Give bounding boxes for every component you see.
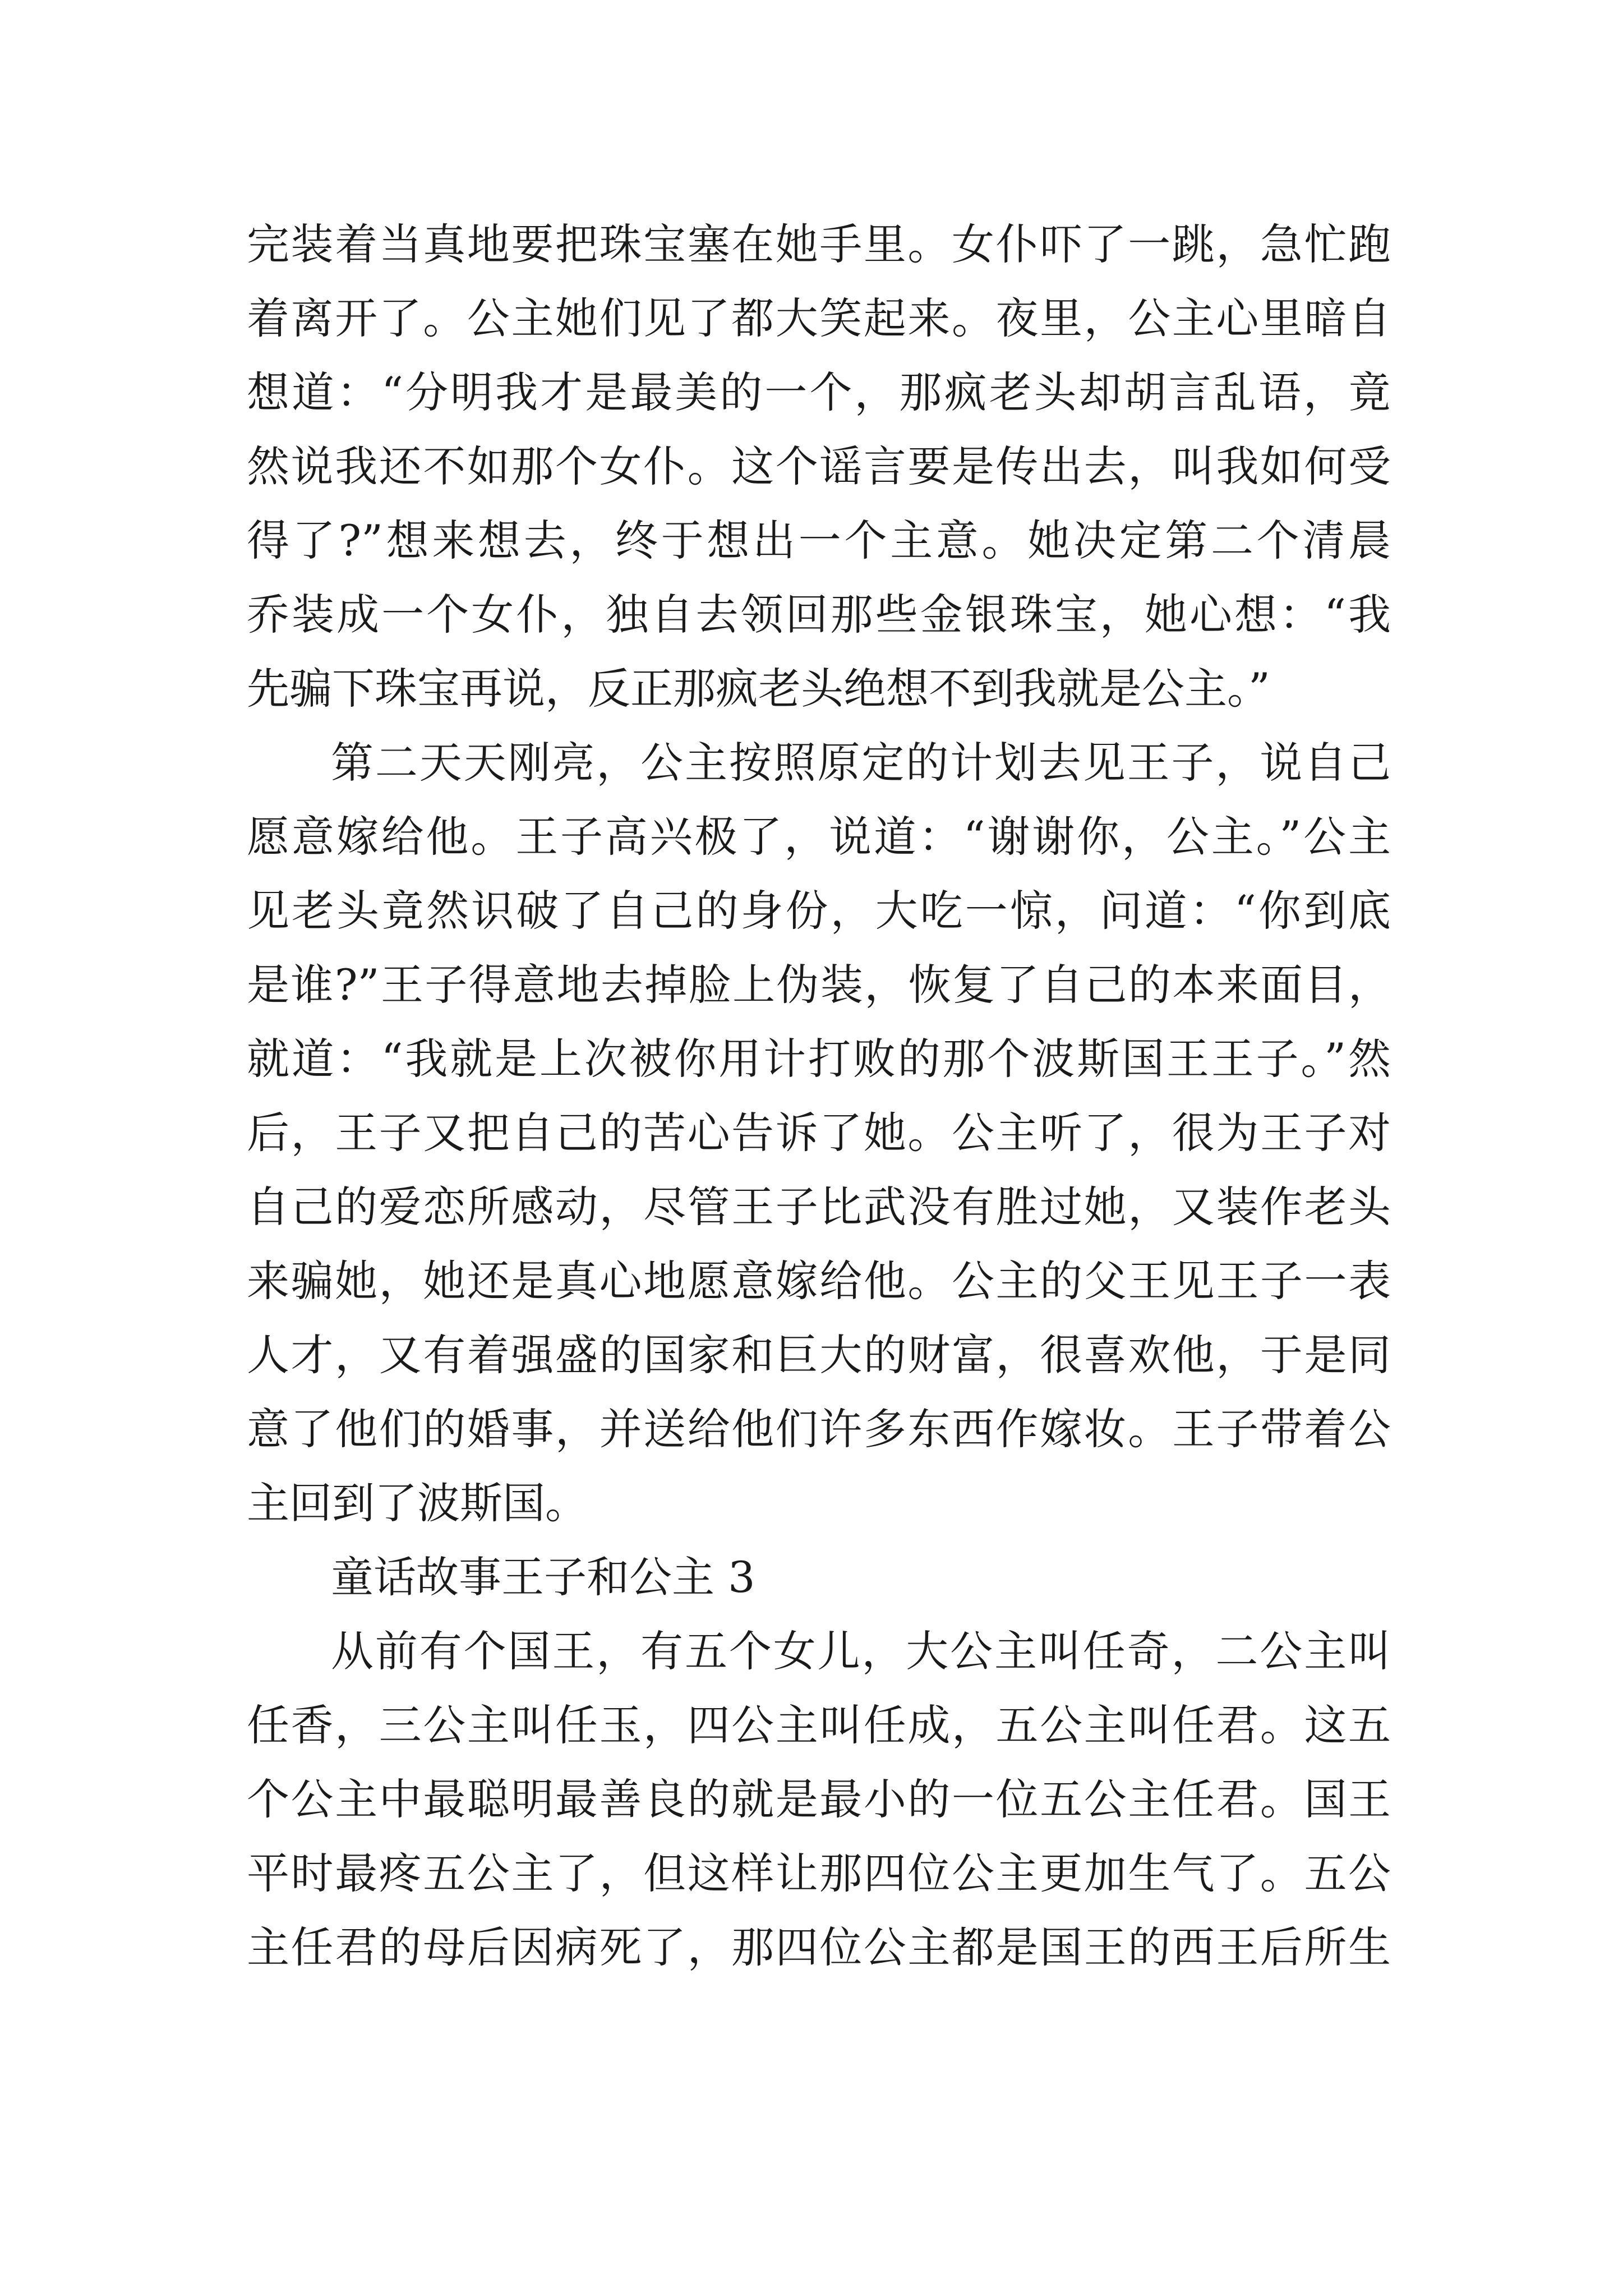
paragraph-2-line: 意了他们的婚事，并送给他们许多东西作嫁妆。王子带着公 bbox=[247, 1404, 1391, 1454]
document-body bbox=[247, 208, 1391, 1985]
paragraph-2-line: 后，王子又把自己的苦心告诉了她。公主听了，很为王子对 bbox=[247, 1108, 1391, 1158]
paragraph-1-line: 先骗下珠宝再说，反正那疯老头绝想不到我就是公主。” bbox=[247, 664, 1270, 714]
paragraph-2-line: 主回到了波斯国。 bbox=[247, 1478, 588, 1528]
paragraph-2-line: 愿意嫁给他。王子高兴极了，说道：“谢谢你，公主。”公主 bbox=[247, 812, 1391, 862]
paragraph-1 bbox=[247, 208, 1391, 726]
paragraph-2-line: 来骗她，她还是真心地愿意嫁给他。公主的父王见王子一表 bbox=[247, 1256, 1391, 1306]
paragraph-3-line: 从前有个国王，有五个女儿，大公主叫任奇，二公主叫 bbox=[331, 1626, 1391, 1676]
paragraph-2-line: 见老头竟然识破了自己的身份，大吃一惊，问道：“你到底 bbox=[247, 886, 1391, 936]
paragraph-2-line: 人才，又有着强盛的国家和巨大的财富，很喜欢他，于是同 bbox=[247, 1330, 1391, 1380]
section-heading: 童话故事王子和公主 3 bbox=[331, 1552, 755, 1602]
paragraph-2-line: 就道：“我就是上次被你用计打败的那个波斯国王王子。”然 bbox=[247, 1034, 1391, 1084]
paragraph-3-line: 平时最疼五公主了，但这样让那四位公主更加生气了。五公 bbox=[247, 1848, 1391, 1898]
paragraph-1-line: 然说我还不如那个女仆。这个谣言要是传出去，叫我如何受 bbox=[247, 441, 1391, 491]
paragraph-1-line: 着离开了。公主她们见了都大笑起来。夜里，公主心里暗自 bbox=[247, 293, 1391, 343]
paragraph-1-line: 乔装成一个女仆，独自去领回那些金银珠宝，她心想：“我 bbox=[247, 590, 1391, 639]
paragraph-1-line: 完装着当真地要把珠宝塞在她手里。女仆吓了一跳，急忙跑 bbox=[247, 219, 1391, 269]
paragraph-2-line: 第二天天刚亮，公主按照原定的计划去见王子，说自己 bbox=[331, 738, 1391, 788]
paragraph-1-line: 想道：“分明我才是最美的一个，那疯老头却胡言乱语，竟 bbox=[247, 367, 1391, 417]
paragraph-2 bbox=[247, 726, 1391, 1540]
paragraph-3-line: 个公主中最聪明最善良的就是最小的一位五公主任君。国王 bbox=[247, 1774, 1391, 1824]
paragraph-3-line: 任香，三公主叫任玉，四公主叫任成，五公主叫任君。这五 bbox=[247, 1700, 1391, 1750]
paragraph-2-line: 自己的爱恋所感动，尽管王子比武没有胜过她，又装作老头 bbox=[247, 1182, 1391, 1232]
paragraph-3 bbox=[247, 1614, 1391, 1985]
paragraph-3-line: 主任君的母后因病死了，那四位公主都是国王的西王后所生 bbox=[247, 1922, 1391, 1972]
paragraph-1-line: 得了?”想来想去，终于想出一个主意。她决定第二个清晨 bbox=[247, 516, 1391, 565]
paragraph-2-line: 是谁?”王子得意地去掉脸上伪装，恢复了自己的本来面目， bbox=[247, 960, 1391, 1010]
